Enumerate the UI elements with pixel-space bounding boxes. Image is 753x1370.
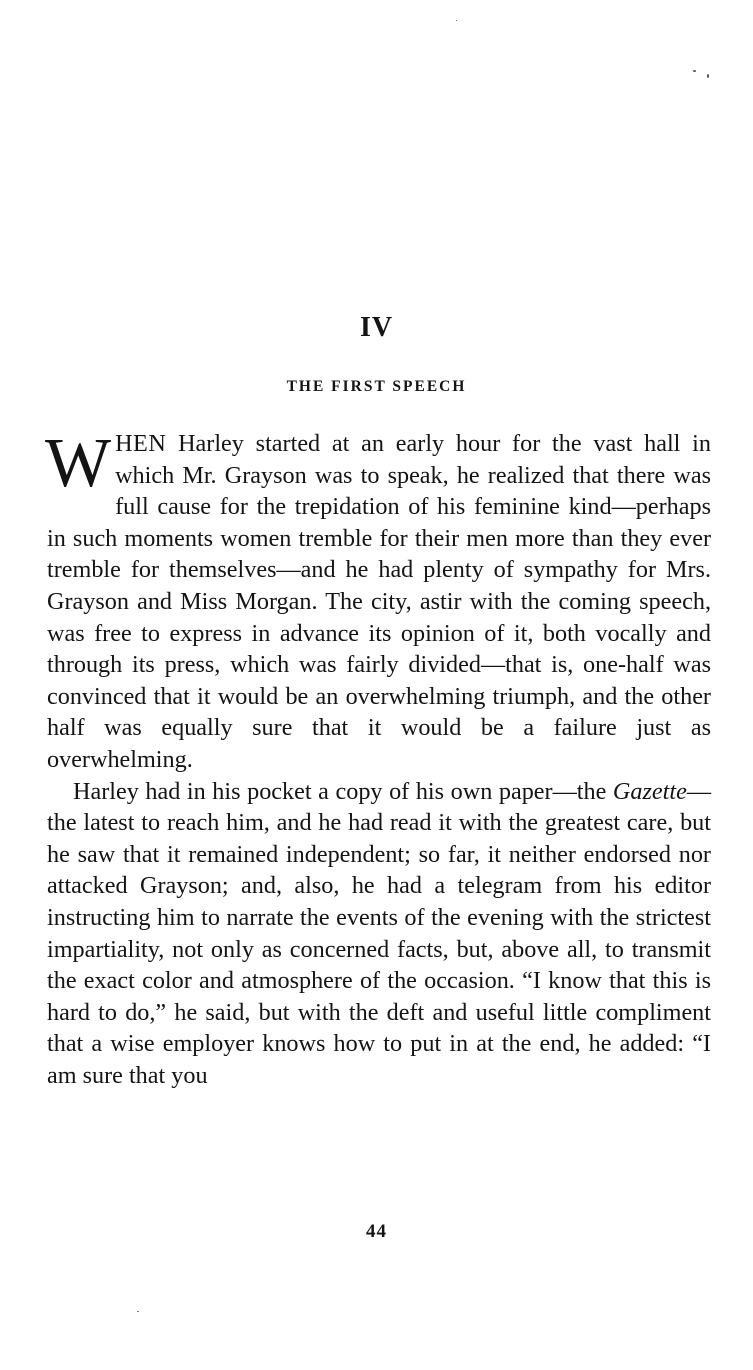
scan-speck: [693, 70, 696, 72]
page-number: 44: [366, 1221, 387, 1242]
chapter-title: THE FIRST SPEECH: [286, 378, 467, 395]
lead-caps: HEN: [115, 430, 167, 457]
chapter-number: IV: [359, 312, 394, 343]
scan-speck: [707, 74, 709, 78]
paragraph-1: [45, 425, 711, 776]
paragraph-2: [47, 776, 711, 1092]
newspaper-title: Gazette: [612, 777, 687, 805]
scan-speck: [137, 1311, 139, 1312]
paragraph-1-text: Harley started at an early hour for the vast hall in which Mr. Grayson was to speak, he realized that there was full cause for the trepidation of his feminine kind—perhaps in such moments women tremble for their men more than they ever tremble for themselves—and he had plenty of sympathy for Mrs. Grayson and Miss Morgan. The city, astir with the coming speech, was free to express in advance its opinion of it, both vocally and through its press, which was fairly divided—that is, one-half was convinced that it would be an overwhelming triumph, and the other half was equally sure that it would be a failure just as overwhelming.: [47, 430, 711, 773]
drop-cap: W: [45, 425, 112, 502]
body-text: [45, 425, 711, 1091]
scan-speck: [456, 20, 457, 21]
paragraph-2-text-after: —the latest to reach him, and he had read it with the greatest care, but he saw that it remained independent; so far, it neither endorsed nor attacked Grayson; and, also, he had a telegram from his editor instructing him to narrate the events of the evening with the strictest impartiality, not only as concerned facts, but, above all, to transmit the exact color and atmosphere of the occasion. “I know that this is hard to do,” he said, but with the deft and useful little compliment that a wise employer knows how to put in at the end, he added: “I am sure that you: [47, 777, 711, 1089]
paragraph-2-text-before: Harley had in his pocket a copy of his own paper—the: [73, 777, 613, 805]
